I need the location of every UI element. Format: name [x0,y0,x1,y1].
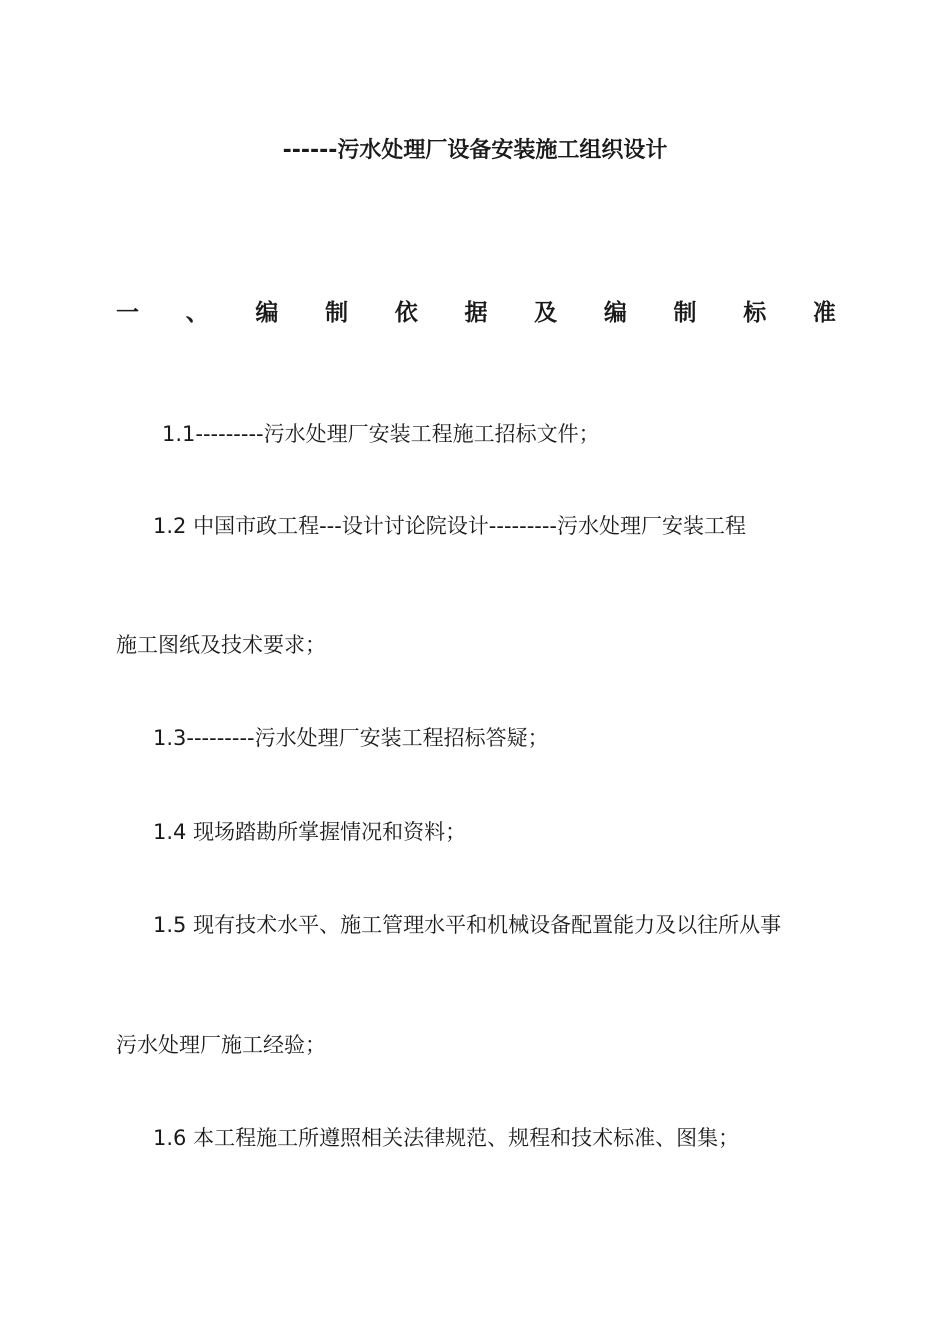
list-item-1-6: 1.6 本工程施工所遵照相关法律规范、规程和技术标准、图集； [153,1126,740,1150]
list-item-1-1: 1.1---------污水处理厂安装工程施工招标文件； [162,422,600,446]
list-item-1-2: 1.2 中国市政工程---设计讨论院设计---------污水处理厂安装工程 [153,514,747,538]
heading-char: 依 [394,300,418,326]
list-item-1-3: 1.3---------污水处理厂安装工程招标答疑； [153,726,549,750]
heading-char: 、 [185,300,209,326]
heading-char: 准 [812,300,836,326]
section-heading [116,296,836,330]
heading-char: 一 [116,300,139,326]
list-item-1-5: 1.5 现有技术水平、施工管理水平和机械设备配置能力及以往所从事 [153,913,782,937]
heading-char: 及 [534,300,558,326]
list-item-1-2-continued: 施工图纸及技术要求； [116,633,326,657]
heading-char: 制 [673,300,697,326]
list-item-1-5-continued: 污水处理厂施工经验； [116,1033,326,1057]
heading-char: 据 [464,300,488,326]
heading-char: 编 [255,300,279,326]
heading-char: 制 [325,300,349,326]
heading-char: 编 [603,300,627,326]
heading-char: 标 [743,300,767,326]
list-item-1-4: 1.4 现场踏勘所掌握情况和资料； [153,820,467,844]
document-title: ------污水处理厂设备安装施工组织设计 [282,138,668,163]
